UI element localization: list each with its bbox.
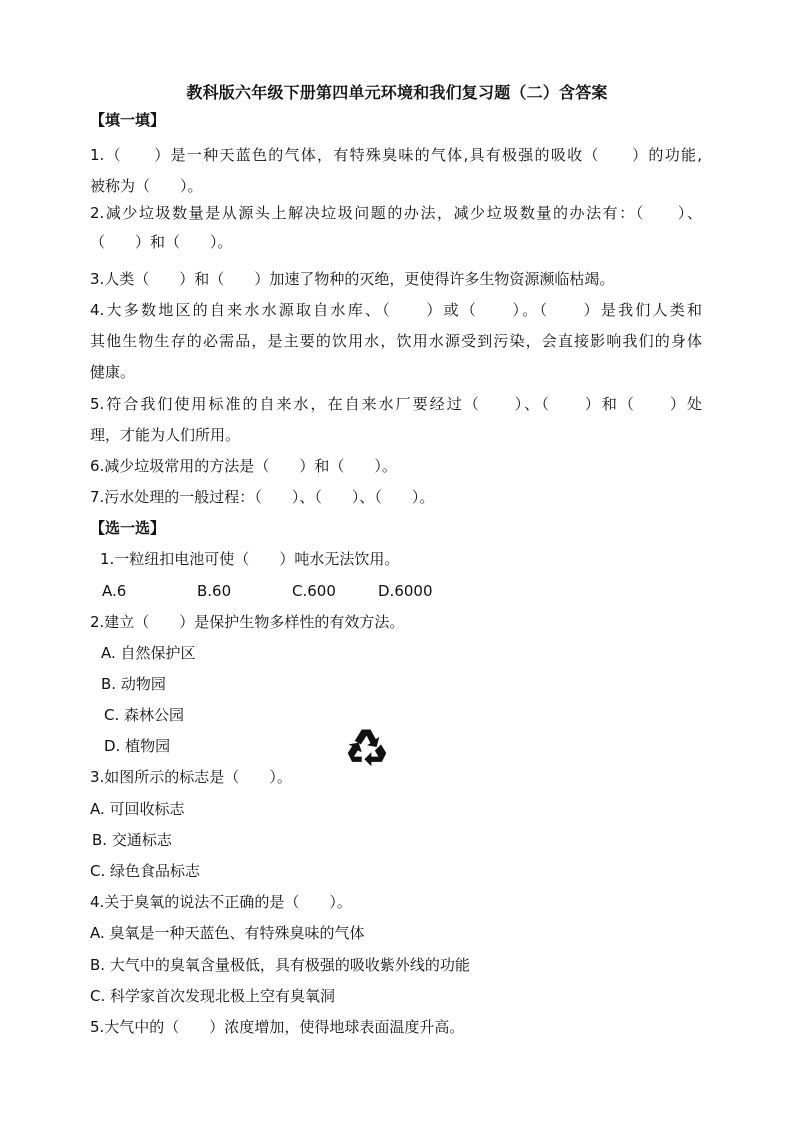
fill-question-5-line-2: 理，才能为人们所用。 (90, 426, 241, 444)
page-title: 教科版六年级下册第四单元环境和我们复习题（二）含答案 (186, 83, 608, 102)
choose-question-2-option-a: A. 自然保护区 (101, 644, 196, 662)
choose-question-1-options (102, 581, 433, 601)
choose-question-4: 4.关于臭氧的说法不正确的是（ ）。 (90, 893, 352, 911)
choose-question-2: 2.建立（ ）是保护生物多样性的有效方法。 (90, 613, 405, 631)
choose-question-2-option-c: C. 森林公园 (104, 706, 185, 724)
choose-question-3: 3.如图所示的标志是（ ）。 (90, 768, 292, 786)
section-heading-fill: 【填一填】 (90, 111, 166, 129)
choose-question-1: 1.一粒纽扣电池可使（ ）吨水无法饮用。 (100, 550, 400, 568)
option-a: A.6 (102, 582, 127, 600)
fill-question-2-line-2: （ ）和（ ）。 (90, 233, 233, 251)
fill-question-4-line-2: 其他生物生存的必需品，是主要的饮用水，饮用水源受到污染，会直接影响我们的身体 (90, 332, 702, 350)
choose-question-4-option-c: C. 科学家首次发现北极上空有臭氧洞 (90, 987, 336, 1005)
fill-question-2-line-1: 2.减少垃圾数量是从源头上解决垃圾问题的办法，减少垃圾数量的办法有：（ ）、 (90, 204, 702, 222)
choose-question-3-option-c: C. 绿色食品标志 (90, 862, 201, 880)
fill-question-3: 3.人类（ ）和（ ）加速了物种的灭绝，更使得许多生物资源濒临枯竭。 (90, 270, 615, 288)
choose-question-2-option-d: D. 植物园 (104, 737, 171, 755)
fill-question-7: 7.污水处理的一般过程：（ ）、（ ）、（ ）。 (90, 488, 435, 506)
fill-question-6: 6.减少垃圾常用的方法是（ ）和（ ）。 (90, 457, 397, 475)
choose-question-4-option-a: A. 臭氧是一种天蓝色、有特殊臭味的气体 (90, 924, 365, 942)
option-c: C.600 (292, 582, 336, 600)
choose-question-5: 5.大气中的（ ）浓度增加，使得地球表面温度升高。 (90, 1018, 465, 1036)
choose-question-3-option-b: B. 交通标志 (92, 831, 172, 849)
fill-question-1-line-2: 被称为（ ）。 (90, 177, 203, 195)
section-heading-choose: 【选一选】 (90, 519, 166, 537)
option-d: D.6000 (378, 582, 433, 600)
choose-question-2-option-b: B. 动物园 (101, 675, 166, 693)
fill-question-4-line-3: 健康。 (90, 363, 136, 381)
fill-question-1-line-1: 1.（ ）是一种天蓝色的气体，有特殊臭味的气体,具有极强的吸收（ ）的功能, (90, 146, 702, 164)
fill-question-5-line-1: 5.符合我们使用标准的自来水，在自来水厂要经过（ ）、（ ）和（ ）处 (90, 395, 702, 413)
choose-question-4-option-b: B. 大气中的臭氧含量极低，具有极强的吸收紫外线的功能 (90, 956, 470, 974)
recycle-icon (345, 726, 389, 768)
choose-question-3-option-a: A. 可回收标志 (90, 800, 185, 818)
option-b: B.60 (197, 582, 232, 600)
fill-question-4-line-1: 4.大多数地区的自来水水源取自水库、（ ）或（ ）。（ ）是我们人类和 (90, 301, 702, 319)
